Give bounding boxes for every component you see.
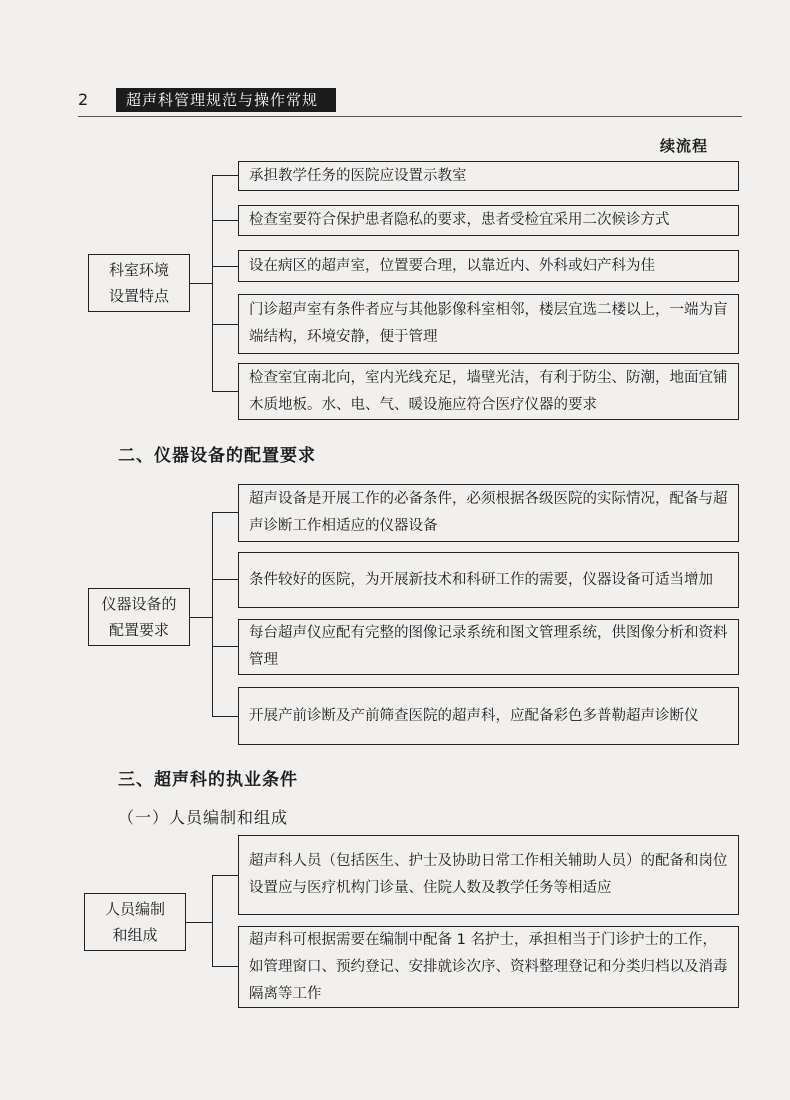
subsection-heading: （一）人员编制和组成 — [118, 808, 289, 827]
diagram1-item: 检查室要符合保护患者隐私的要求，患者受检宜采用二次候诊方式 — [238, 205, 739, 236]
connector — [212, 966, 238, 967]
connector — [190, 617, 213, 618]
page-number: 2 — [78, 90, 89, 109]
connector — [212, 875, 238, 876]
connector — [212, 512, 213, 716]
connector — [212, 716, 238, 717]
diagram3-item: 超声科可根据需要在编制中配备 1 名护士，承担相当于门诊护士的工作，如管理窗口、预约登记、安排就诊次序、资料整理登记和分类归档以及消毒隔离等工作 — [238, 926, 739, 1008]
diagram1-item: 设在病区的超声室，位置要合理，以靠近内、外科或妇产科为佳 — [238, 250, 739, 282]
section-heading: 二、仪器设备的配置要求 — [118, 446, 316, 466]
diagram1-item: 门诊超声室有条件者应与其他影像科室相邻，楼层宜选二楼以上，一端为盲端结构，环境安静，便于管理 — [238, 294, 739, 354]
connector — [212, 579, 238, 580]
header-rule — [78, 116, 742, 117]
diagram2-label: 仪器设备的 配置要求 — [88, 588, 190, 646]
diagram2-item: 每台超声仪应配有完整的图像记录系统和图文管理系统，供图像分析和资料管理 — [238, 619, 739, 675]
section-heading: 三、超声科的执业条件 — [118, 770, 298, 790]
connector — [212, 875, 213, 966]
connector — [212, 512, 238, 513]
connector — [212, 175, 238, 176]
diagram3-item: 超声科人员（包括医生、护士及协助日常工作相关辅助人员）的配备和岗位设置应与医疗机构门诊量、住院人数及教学任务等相适应 — [238, 835, 739, 915]
diagram1-label: 科室环境 设置特点 — [88, 254, 190, 312]
diagram1-item: 承担教学任务的医院应设置示教室 — [238, 161, 739, 191]
connector — [212, 646, 238, 647]
diagram3-label: 人员编制 和组成 — [84, 893, 186, 951]
connector — [190, 283, 213, 284]
connector — [212, 266, 238, 267]
connector — [186, 922, 213, 923]
connector — [212, 324, 238, 325]
connector — [212, 175, 213, 391]
running-header-title: 超声科管理规范与操作常规 — [116, 88, 336, 112]
connector — [212, 391, 238, 392]
continued-label: 续流程 — [659, 137, 708, 155]
diagram2-item: 条件较好的医院，为开展新技术和科研工作的需要，仪器设备可适当增加 — [238, 552, 739, 608]
diagram2-item: 开展产前诊断及产前筛查医院的超声科，应配备彩色多普勒超声诊断仪 — [238, 687, 739, 745]
diagram1-item: 检查室宜南北向，室内光线充足，墙壁光洁，有利于防尘、防潮，地面宜铺木质地板。水、电、气、暖设施应符合医疗仪器的要求 — [238, 363, 739, 420]
connector — [212, 220, 238, 221]
diagram2-item: 超声设备是开展工作的必备条件，必须根据各级医院的实际情况，配备与超声诊断工作相适应的仪器设备 — [238, 484, 739, 542]
